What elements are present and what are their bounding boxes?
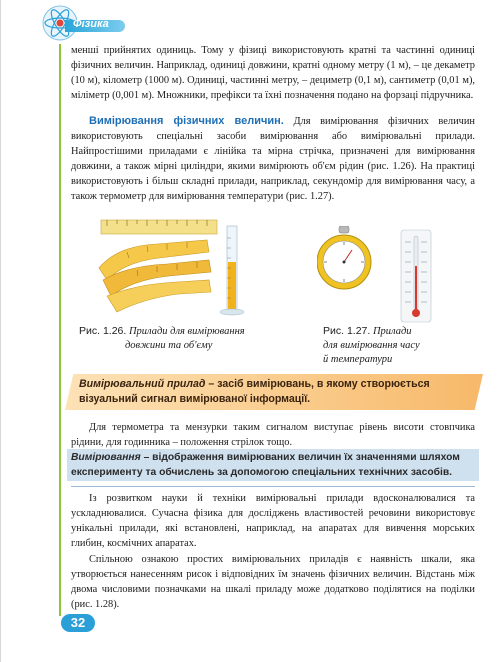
page-number-badge [61,614,95,632]
definition-measuring-instrument: Вимірювальний прилад – засіб вимірювань, в якому створюється візуальний сигнал вимірюваної інформації. [65,374,483,410]
figure-caption-1-27: Рис. 1.27. Прилади для вимірювання часу й температури [323,325,420,365]
ruler-image [101,220,217,234]
figure-ruler-tape-cylinder [97,218,257,318]
definition-measurement: Вимірювання – відображення вимірюваних величин їх значеннями шляхом експерименту та обчислень за допомогою спеціальних технічних засобів. [67,449,479,481]
thermometer-image [401,230,431,322]
graduated-cylinder-image [220,226,244,315]
header-title: Фізика [73,18,109,30]
paragraph-units: менші прийнятих одиниць. Тому у фізиці використовують кратні та частинні одиниці фізичних величин. Наприклад, одиниці довжини, кратні одному метру (1 м), – це декаметр (10 м), кілометр (1000 м). Одиниці, частинні метру, – дециметр (0,1 м), сантиметр (0,01 м), міліметр (0,001 м). Множники, префікси та їхні позначення подано на форзаці підручника. [71,45,475,101]
page-header [1,0,504,44]
margin-guide-line [59,44,61,616]
paragraph-development: Із розвитком науки й техніки вимірювальні прилади вдосконалювалися та ускладнювалися. Сучасна фізика для досліджень властивостей речовини використовує унікальні прилади, які встановлені, наприклад, на апаратах для вивчення морських глибин, космічних апаратах. [71,493,475,549]
definition-term: Вимірювальний прилад [79,378,206,390]
section-heading: Вимірювання фізичних величин. [89,115,284,127]
paragraph-signal: Для термометра та мензурки таким сигналом виступає рівень висоти стовпчика рідини, для годинника – положення стрілок тощо. [71,422,475,448]
figure-stopwatch-thermometer [317,226,447,326]
page-number: 32 [70,615,86,630]
tape-measure-image [99,240,211,312]
figure-caption-1-26: Рис. 1.26. Прилади для вимірювання довжини та об'єму [79,325,245,351]
paragraph-scale: Спільною ознакою простих вимірювальних приладів є наявність шкали, яка утворюється нанесенням рисок і відповідних їм значень фізичних величин. Відстань між двома числовими позначками на шкалі приладу може додатково поділятися на поділки (рис. 1.28). [71,554,475,610]
divider [71,486,475,487]
stopwatch-image [317,226,371,289]
paragraph-measurement: Вимірювання фізичних величин. Для вимірювання фізичних величин використовують спеціальні засоби вимірювання або вимірювальні прилади. Найпростішими приладами є лінійка та мірна стрічка, призначені для вимірювання довжини, а також мірні циліндри, якими вимірюють об'єм рідин (рис. 1.26). На практиці використовують і більш складні прилади, наприклад, секундомір для вимірювання часу, а також термометр для вимірювання температури (рис. 1.27). [71,115,475,202]
definition-term: Вимірювання [71,452,141,463]
